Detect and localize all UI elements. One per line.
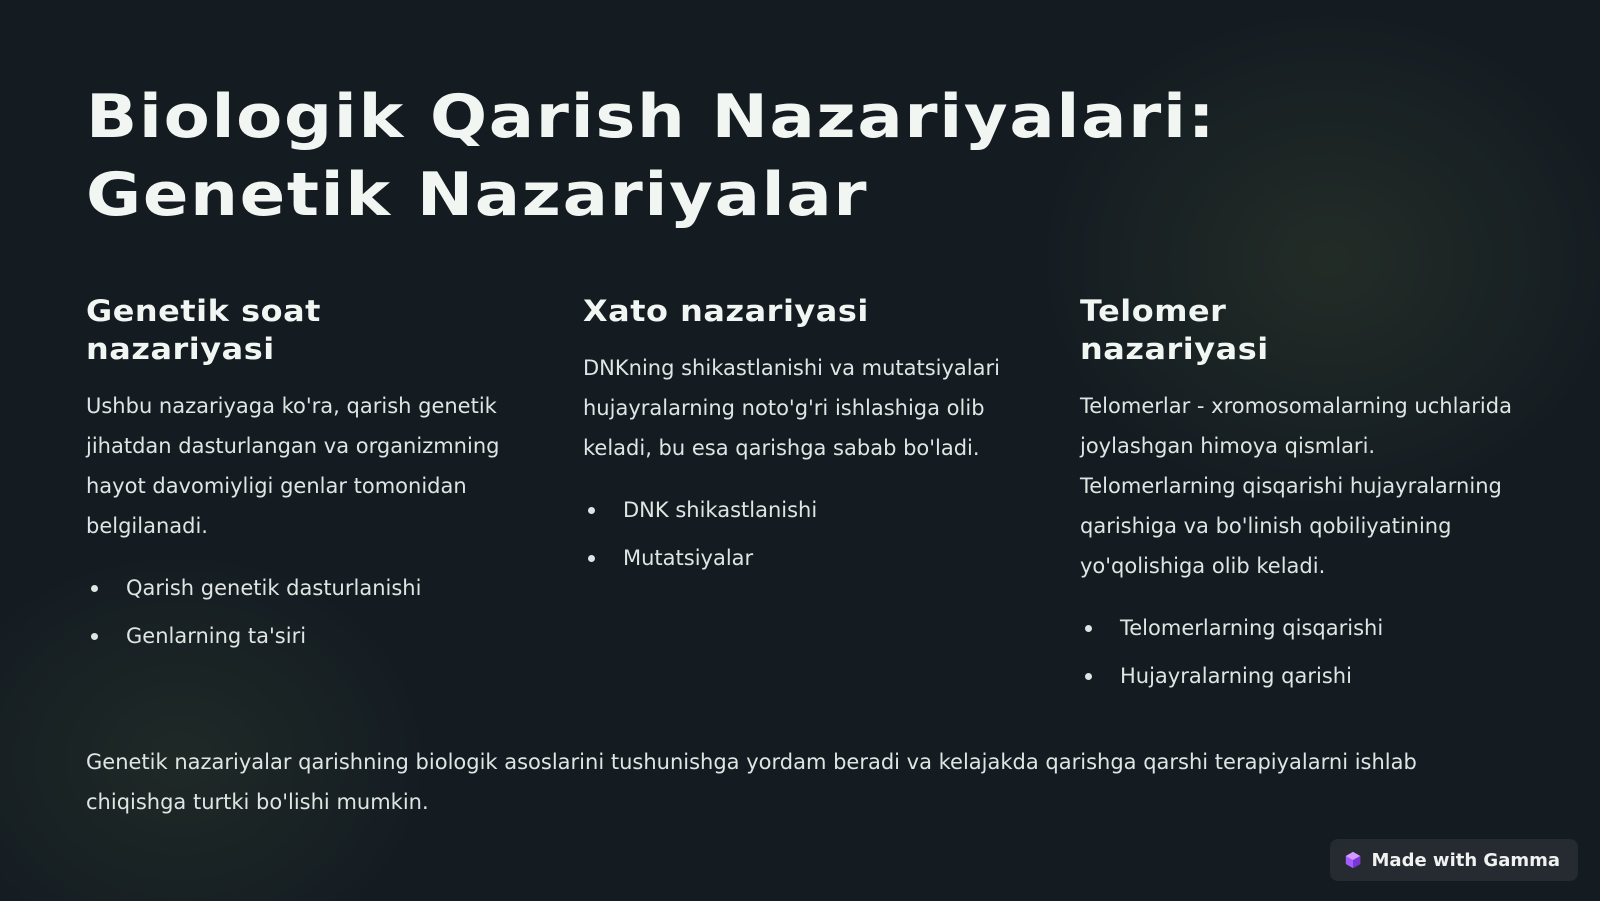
column-title-line-2: nazariyasi [1080, 332, 1269, 366]
column-text: Ushbu nazariyaga ko'ra, qarish genetik jihatdan dasturlangan va organizmning hayot davomiyligi genlar tomonidan belgilanadi. [86, 394, 500, 538]
bullet-item [86, 564, 526, 612]
summary-text: Genetik nazariyalar qarishning biologik asoslarini tushunishga yordam beradi va kelajakda qarishga qarshi terapiyalarni ishlab chiqishga turtki bo'lishi mumkin. [86, 750, 1417, 814]
column-text: DNKning shikastlanishi va mutatsiyalari hujayralarning noto'g'ri ishlashiga olib keladi, bu esa qarishga sabab bo'ladi. [583, 356, 1000, 460]
bullet-text: Genlarning ta'siri [126, 624, 307, 648]
bullet-item [86, 612, 526, 660]
bullet-dot-icon [588, 507, 595, 514]
bullet-dot-icon [588, 555, 595, 562]
column-telomere-theory [1080, 292, 1530, 700]
gamma-logo-icon [1344, 851, 1362, 869]
bullet-item [583, 486, 1023, 534]
bullet-list [86, 564, 526, 660]
column-title [583, 292, 1023, 330]
column-genetic-clock [86, 292, 526, 660]
column-title-line-2: nazariyasi [86, 332, 275, 366]
bullet-item [583, 534, 1023, 582]
bullet-dot-icon [1085, 625, 1092, 632]
bullet-text: Telomerlarning qisqarishi [1120, 616, 1384, 640]
bullet-text: DNK shikastlanishi [623, 498, 818, 522]
bullet-dot-icon [91, 585, 98, 592]
bullet-dot-icon [1085, 673, 1092, 680]
column-text: Telomerlar - xromosomalarning uchlarida joylashgan himoya qismlari. Telomerlarning qisqarishi hujayralarning qarishiga va bo'linish qobiliyatining yo'qolishiga olib keladi. [1080, 394, 1512, 578]
column-title-line-1: Genetik soat [86, 294, 321, 328]
column-title [1080, 292, 1520, 368]
bullet-list [1080, 604, 1530, 700]
slide-title-line-2: Genetik Nazariyalar [86, 160, 869, 230]
bullet-item [1080, 604, 1530, 652]
column-title-line-1: Telomer [1080, 294, 1227, 328]
badge-label: Made with Gamma [1371, 849, 1560, 871]
bullet-dot-icon [91, 633, 98, 640]
made-with-gamma-button[interactable] [1330, 839, 1578, 881]
slide-title [86, 78, 1600, 234]
bullet-item [1080, 652, 1530, 700]
slide-title-line-1: Biologik Qarish Nazariyalari: [86, 82, 1217, 152]
column-title [86, 292, 526, 368]
column-error-theory [583, 292, 1023, 582]
bullet-text: Mutatsiyalar [623, 546, 754, 570]
column-title-line-1: Xato nazariyasi [583, 294, 869, 328]
bullet-list [583, 486, 1023, 582]
bullet-text: Hujayralarning qarishi [1120, 664, 1352, 688]
bullet-text: Qarish genetik dasturlanishi [126, 576, 422, 600]
